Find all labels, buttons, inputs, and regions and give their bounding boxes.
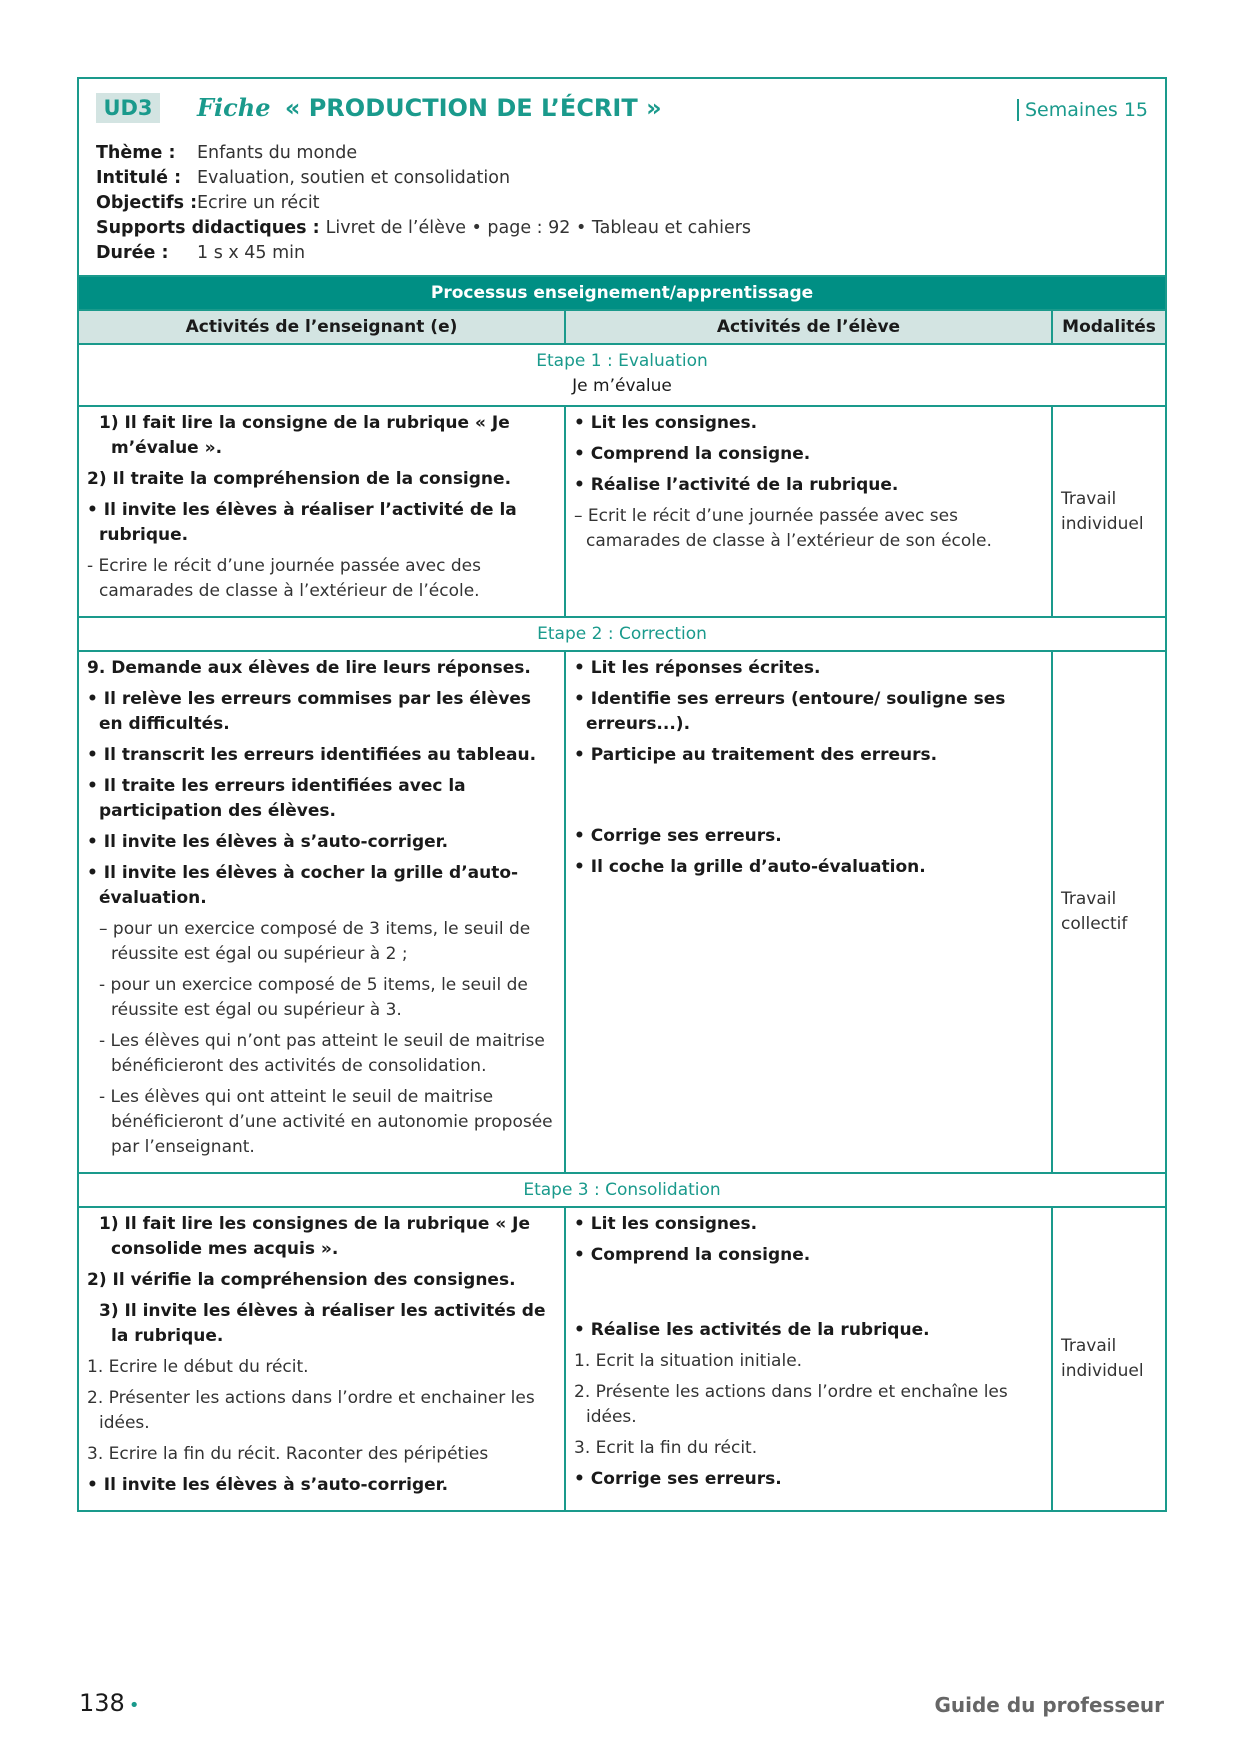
list-item: - Les élèves qui n’ont pas atteint le seuil de maitrise bénéficieront des activités de consolidation. xyxy=(99,1031,545,1076)
list-item: 2) Il traite la compréhension de la consigne. xyxy=(87,469,512,489)
modalite-cell xyxy=(1052,1207,1165,1510)
list-item: • Participe au traitement des erreurs. xyxy=(574,745,938,765)
stage-3-title: Etape 3 : Consolidation xyxy=(79,1173,1165,1207)
list-item: • Il invite les élèves à cocher la grille d’auto-évaluation. xyxy=(87,863,519,908)
col-header-teacher: Activités de l’enseignant (e) xyxy=(79,310,565,344)
student-activities xyxy=(565,1207,1052,1510)
list-item: 1. Ecrire le début du récit. xyxy=(87,1357,309,1377)
modalite-line: Travail xyxy=(1061,1336,1117,1356)
col-header-modalites: Modalités xyxy=(1052,310,1165,344)
list-item: • Il traite les erreurs identifiées avec la participation des élèves. xyxy=(87,776,466,821)
list-item: • Comprend la consigne. xyxy=(574,1245,811,1265)
meta-label: Durée : xyxy=(96,243,169,263)
list-item: – pour un exercice composé de 3 items, le seuil de réussite est égal ou supérieur à 2 ; xyxy=(99,919,531,964)
meta-objectifs xyxy=(96,191,751,216)
modalite-cell xyxy=(1052,651,1165,1173)
stage-subtitle: Je m’évalue xyxy=(572,376,672,396)
list-item: 3. Ecrire la fin du récit. Raconter des péripéties xyxy=(87,1444,489,1464)
list-item: • Corrige ses erreurs. xyxy=(574,1469,782,1489)
stage-title: Etape 1 : Evaluation xyxy=(536,351,708,371)
list-item: • Il invite les élèves à s’auto-corriger. xyxy=(87,1475,449,1495)
meta-value: Ecrire un récit xyxy=(197,193,320,213)
list-item: • Corrige ses erreurs. xyxy=(574,826,782,846)
page-number-value: 138 xyxy=(79,1689,125,1717)
list-item: • Réalise l’activité de la rubrique. xyxy=(574,475,899,495)
meta-value: 1 s x 45 min xyxy=(197,243,306,263)
list-item: 1) Il fait lire la consigne de la rubrique « Je m’évalue ». xyxy=(99,413,510,458)
page-number xyxy=(79,1689,139,1717)
list-item: 9. Demande aux élèves de lire leurs réponses. xyxy=(87,658,531,678)
meta-label: Supports didactiques : xyxy=(96,218,320,238)
sheet-header xyxy=(79,79,1165,275)
list-item: • Lit les consignes. xyxy=(574,413,758,433)
footer-guide-label: Guide du professeur xyxy=(934,1693,1164,1717)
list-item: 2) Il vérifie la compréhension des consignes. xyxy=(87,1270,516,1290)
teacher-activities xyxy=(79,406,565,617)
process-header: Processus enseignement/apprentissage xyxy=(79,276,1165,310)
student-activities xyxy=(565,651,1052,1173)
list-item: 1) Il fait lire les consignes de la rubrique « Je consolide mes acquis ». xyxy=(99,1214,531,1259)
col-header-student: Activités de l’élève xyxy=(565,310,1052,344)
list-item: • Il relève les erreurs commises par les élèves en difficultés. xyxy=(87,689,532,734)
list-item: - pour un exercice composé de 5 items, le seuil de réussite est égal ou supérieur à 3. xyxy=(99,975,528,1020)
list-item: - Les élèves qui ont atteint le seuil de maitrise bénéficieront d’une activité en autonomie proposée par l’enseignant. xyxy=(99,1087,553,1157)
bullet-icon: • xyxy=(128,1695,140,1716)
teacher-activities xyxy=(79,1207,565,1510)
list-item: - Ecrire le récit d’une journée passée avec des camarades de classe à l’extérieur de l’école. xyxy=(87,556,481,601)
stage-1-title xyxy=(79,344,1165,406)
list-item: • Il invite les élèves à réaliser l’activité de la rubrique. xyxy=(87,500,517,545)
list-item: – Ecrit le récit d’une journée passée avec ses camarades de classe à l’extérieur de son école. xyxy=(574,506,992,551)
meta-supports xyxy=(96,216,751,241)
list-item: 1. Ecrit la situation initiale. xyxy=(574,1351,803,1371)
modalite-line: Travail xyxy=(1061,889,1117,909)
lesson-sheet xyxy=(77,77,1167,1512)
stage-3-row xyxy=(79,1207,1165,1510)
meta-label: Thème : xyxy=(96,143,176,163)
meta-label: Intitulé : xyxy=(96,168,182,188)
stage-2-title: Etape 2 : Correction xyxy=(79,617,1165,651)
list-item: 2. Présente les actions dans l’ordre et enchaîne les idées. xyxy=(574,1382,1008,1427)
stage-1-row xyxy=(79,406,1165,617)
title-main: « PRODUCTION DE L’ÉCRIT » xyxy=(284,94,662,122)
title-prefix: Fiche xyxy=(197,93,271,122)
modalite-line: collectif xyxy=(1061,914,1128,934)
list-item: 2. Présenter les actions dans l’ordre et enchainer les idées. xyxy=(87,1388,535,1433)
modalite-line: Travail xyxy=(1061,488,1117,509)
process-table xyxy=(79,275,1165,1510)
list-item: • Il coche la grille d’auto-évaluation. xyxy=(574,857,926,877)
meta-label: Objectifs : xyxy=(96,193,198,213)
list-item: • Lit les réponses écrites. xyxy=(574,658,821,678)
list-item: • Comprend la consigne. xyxy=(574,444,811,464)
modalite-line: individuel xyxy=(1061,513,1144,534)
list-item: • Identifie ses erreurs (entoure/ souligne ses erreurs...). xyxy=(574,689,1006,734)
list-item: 3) Il invite les élèves à réaliser les activités de la rubrique. xyxy=(99,1301,546,1346)
page-title xyxy=(197,91,662,125)
student-activities xyxy=(565,406,1052,617)
unit-badge: UD3 xyxy=(96,93,160,123)
meta-value: Enfants du monde xyxy=(197,143,358,163)
meta-value: Evaluation, soutien et consolidation xyxy=(197,168,511,188)
stage-2-row xyxy=(79,651,1165,1173)
meta-theme xyxy=(96,141,751,166)
meta-block xyxy=(96,141,751,266)
modalite-cell xyxy=(1052,406,1165,617)
meta-duree xyxy=(96,241,751,266)
meta-intitule xyxy=(96,166,751,191)
teacher-activities xyxy=(79,651,565,1173)
list-item: • Il invite les élèves à s’auto-corriger. xyxy=(87,832,449,852)
weeks-label: Semaines 15 xyxy=(1017,99,1148,121)
meta-value: Livret de l’élève • page : 92 • Tableau et cahiers xyxy=(325,218,752,238)
list-item: • Lit les consignes. xyxy=(574,1214,758,1234)
modalite-line: individuel xyxy=(1061,1361,1144,1381)
list-item: • Il transcrit les erreurs identifiées au tableau. xyxy=(87,745,537,765)
list-item: • Réalise les activités de la rubrique. xyxy=(574,1320,930,1340)
list-item: 3. Ecrit la fin du récit. xyxy=(574,1438,758,1458)
